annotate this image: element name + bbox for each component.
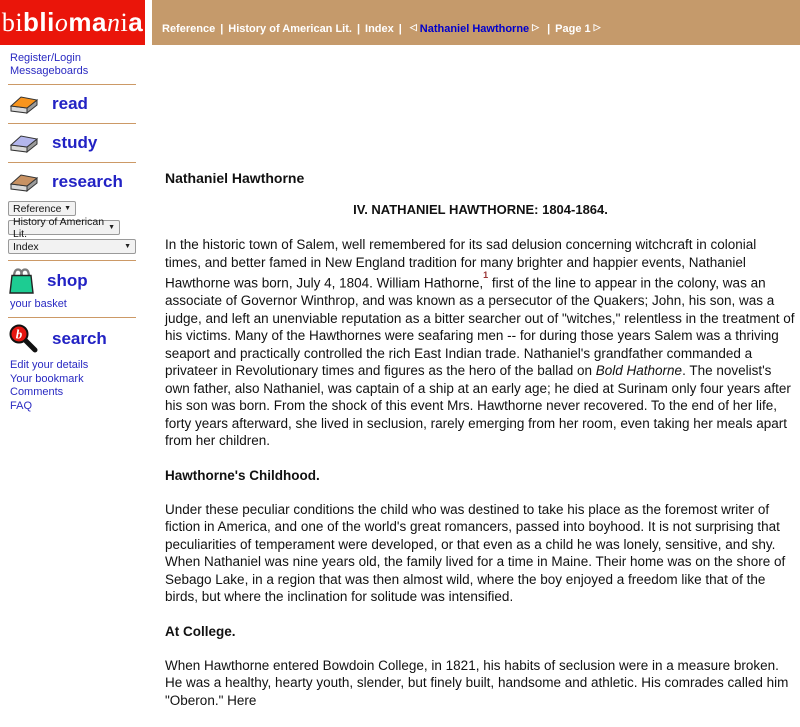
faq-link[interactable]: FAQ xyxy=(10,399,33,412)
logo-segment: ma xyxy=(68,7,107,37)
research-label: research xyxy=(52,171,123,191)
sidebar-item-shop[interactable] xyxy=(0,266,162,296)
prev-author-arrow-icon[interactable]: ◁ xyxy=(409,22,417,32)
logo-segment: bli xyxy=(23,7,55,37)
subject-dropdown[interactable] xyxy=(8,215,120,240)
subheading-childhood: Hawthorne's Childhood. xyxy=(165,467,320,483)
bibliomania-logo[interactable] xyxy=(0,0,145,45)
your-basket-link[interactable]: your basket xyxy=(10,298,67,310)
breadcrumb-item-index[interactable]: Index xyxy=(365,22,394,35)
sidebar-item-study[interactable] xyxy=(0,129,162,156)
sidebar-divider xyxy=(8,123,136,124)
article-paragraph-3: When Hawthorne entered Bowdoin College, in 1821, his habits of seclusion were in a measure broken. He was a healthy, hearty youth, slender, but finely built, handsome and athletic. His comrades called him "Oberon." Here xyxy=(165,657,789,708)
breadcrumb-separator: | xyxy=(547,22,551,35)
sidebar-item-read[interactable] xyxy=(0,90,162,117)
article-paragraph-2: Under these peculiar conditions the child who was destined to take his place as the foremost writer of fiction in America, and one of the world's great romancers, passed into boyhood. It is not surprising that peculiarities of temperament were developed, or that even as a child he was lonely, sensitive, and shy. When Nathaniel was nine years old, the family lived for a time in Maine. Their home was on the shore of Sebago Lake, in a region that was then almost wild, where the boy enjoyed a freedom like that of the birds, but where the inclination for solitude was intensified. xyxy=(165,501,786,604)
page-title: Nathaniel Hawthorne xyxy=(165,170,305,186)
reference-dropdown-value: Reference xyxy=(13,202,62,215)
sidebar-item-search[interactable] xyxy=(0,323,162,355)
read-book-icon xyxy=(8,91,40,116)
breadcrumb-separator: | xyxy=(220,22,224,35)
sidebar-divider xyxy=(8,260,136,261)
messageboards-link[interactable]: Messageboards xyxy=(10,65,89,77)
study-book-icon xyxy=(8,130,40,155)
breadcrumb xyxy=(152,0,800,45)
breadcrumb-separator: | xyxy=(398,22,402,35)
subject-dropdown-value: History of American Lit. xyxy=(13,215,105,240)
breadcrumb-separator: | xyxy=(356,22,361,35)
ballad-title: Bold Hathorne xyxy=(595,363,683,378)
breadcrumb-item-reference[interactable]: Reference xyxy=(162,22,216,35)
logo-segment: n xyxy=(106,7,121,37)
sidebar xyxy=(0,45,162,413)
your-bookmark-link[interactable]: Your bookmark xyxy=(10,372,84,385)
sidebar-divider xyxy=(8,162,136,163)
logo-segment: o xyxy=(54,7,69,37)
research-book-icon xyxy=(8,169,40,194)
subheading-college: At College. xyxy=(165,623,236,639)
paragraph-text: . The novelist's own father, also Nathaniel, was captain of a ship at an early age; he died at Surinam only four years after his son was born. From the shock of this event Mrs. Hawthorne never recovered. To the end of her life, forty years afterward, she lived in seclusion, rarely emerging from her room, even taking her meals apart from her children. xyxy=(165,363,791,448)
svg-text:b: b xyxy=(15,326,23,342)
shop-label: shop xyxy=(47,271,88,290)
footnote-ref-link[interactable]: 1 xyxy=(483,270,489,280)
edit-details-link[interactable]: Edit your details xyxy=(10,359,89,371)
breadcrumb-current-author[interactable]: Nathaniel Hawthorne xyxy=(419,22,530,35)
logo-segment: a xyxy=(128,7,144,37)
chevron-down-icon: ▼ xyxy=(124,243,131,250)
index-dropdown[interactable] xyxy=(8,239,136,254)
paragraph-text: In the historic town of Salem, well remembered for its sad delusion concerning witchcraft in colonial times, and better famed in New England tradition for many brighter and happier events, Nathaniel Hawthorne was born, July 4, 1804. William Hathorne, xyxy=(165,237,757,291)
comments-link[interactable]: Comments xyxy=(10,386,64,398)
search-magnifier-icon xyxy=(8,324,40,354)
study-label: study xyxy=(52,132,98,152)
chapter-heading: IV. NATHANIEL HAWTHORNE: 1804-1864. xyxy=(353,202,608,217)
sidebar-item-research[interactable] xyxy=(0,168,162,195)
breadcrumb-page-label: Page 1 xyxy=(555,22,591,35)
register-login-link[interactable]: Register/Login xyxy=(10,52,81,64)
next-page-arrow-icon[interactable]: ▷ xyxy=(593,22,601,32)
next-author-arrow-icon[interactable]: ▷ xyxy=(532,22,540,32)
breadcrumb-item-history[interactable]: History of American Lit. xyxy=(228,22,352,35)
reference-dropdown[interactable] xyxy=(8,201,76,216)
logo-segment: bi xyxy=(1,7,24,37)
article-paragraph-1 xyxy=(165,236,796,450)
sidebar-divider xyxy=(8,317,136,318)
logo-segment: i xyxy=(120,7,129,37)
paragraph-text: first of the line to appear in the colony, was an associate of Governor Winthrop, and was known as a persecutor of the Quakers; John, his son, was a judge, and left an unenviable reputation as a bitter searcher out of "witches," relentless in the treatment of his victims. Many of the Hawthornes were seafaring men -- for during those years Salem was a thriving seaport and practically controlled the rich East Indian trade. Nathaniel's grandfather commanded a privateer in Revolutionary times and figures as the hero of the ballad on xyxy=(165,275,795,378)
sidebar-divider xyxy=(8,84,136,85)
search-label: search xyxy=(52,329,107,348)
chevron-down-icon: ▼ xyxy=(64,205,71,212)
article-content xyxy=(165,170,796,727)
read-label: read xyxy=(52,93,88,113)
index-dropdown-value: Index xyxy=(13,240,39,253)
shop-bag-icon xyxy=(8,267,35,295)
chevron-down-icon: ▼ xyxy=(108,224,115,231)
